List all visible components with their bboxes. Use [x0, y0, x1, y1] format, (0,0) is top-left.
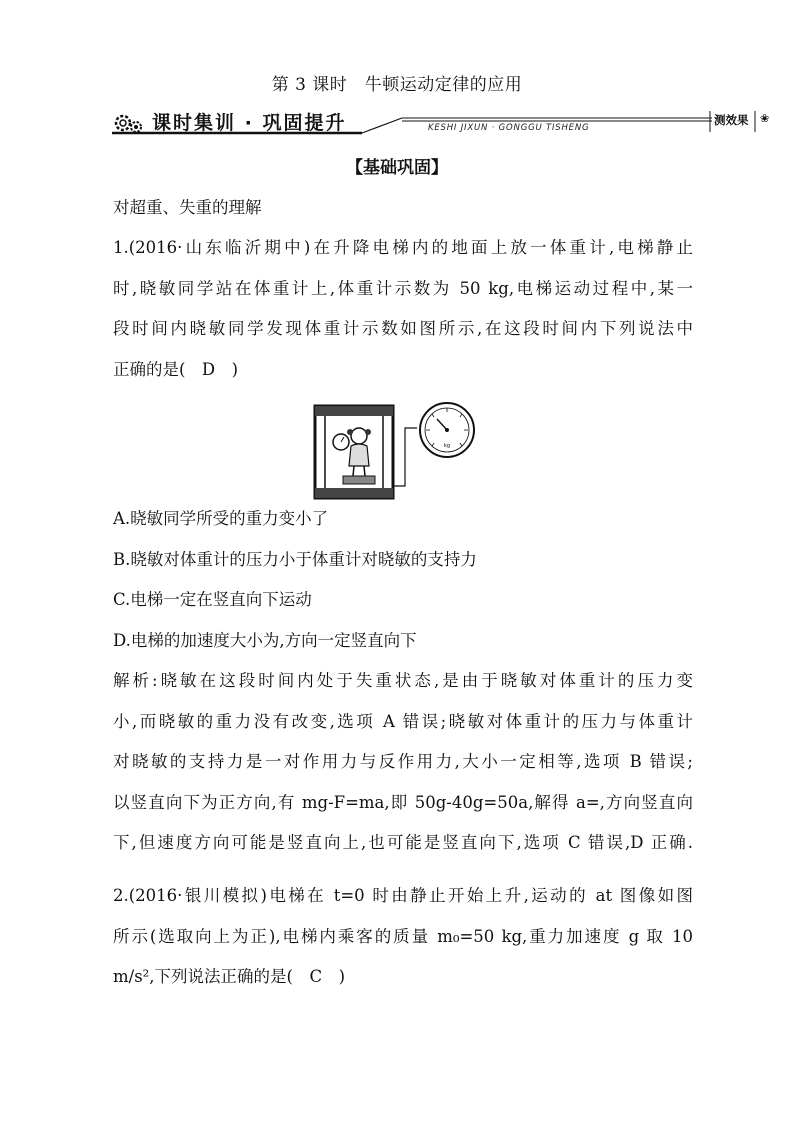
banner-right-label: 测效果	[714, 113, 749, 127]
banner-title: 课时集训 · 巩固提升	[152, 112, 347, 134]
analysis-line: 下,但速度方向可能是竖直向上,也可能是竖直向下,选项 C 错误,D 正确.	[113, 833, 693, 852]
analysis-line: 小,而晓敏的重力没有改变,选项 A 错误;晓敏对体重计的压力与体重计	[113, 711, 693, 731]
q1-line: 正确的是( D )	[113, 359, 239, 379]
q1-option-c: C.电梯一定在竖直向下运动	[113, 590, 312, 609]
banner-pinyin: KESHI JIXUN · GONGGU TISHENG	[428, 123, 590, 133]
q2-line: 所示(选取向上为正),电梯内乘客的质量 m₀=50 kg,重力加速度 g 取 10	[113, 926, 693, 946]
section-title: 【基础巩固】	[346, 158, 448, 178]
gear-icon	[112, 110, 146, 136]
q1-option-a: A.晓敏同学所受的重力变小了	[113, 509, 329, 528]
topic-block	[113, 188, 693, 229]
q1-option-d: D.电梯的加速度大小为,方向一定竖直向下	[113, 630, 417, 650]
section-banner	[112, 108, 772, 138]
elevator-scale-figure	[313, 402, 481, 506]
q1-option-b: B.晓敏对体重计的压力小于体重计对晓敏的支持力	[113, 549, 477, 569]
question-1-options	[113, 499, 693, 661]
flower-icon: ❀	[760, 112, 770, 125]
analysis-line: 以竖直向下为正方向,有 mg-F=ma,即 50g-40g=50a,解得 a=,方向竖直向	[113, 792, 693, 812]
q1-line: 段时间内晓敏同学发现体重计示数如图所示,在这段时间内下列说法中	[113, 319, 693, 338]
q1-line: 1.(2016·山东临沂期中)在升降电梯内的地面上放一体重计,电梯静止	[113, 238, 693, 257]
q2-line: 2.(2016·银川模拟)电梯在 t=0 时由静止开始上升,运动的 at 图像如图	[113, 886, 693, 905]
analysis-line: 对晓敏的支持力是一对作用力与反作用力,大小一定相等,选项 B 错误;	[113, 752, 693, 771]
question-1-analysis	[113, 661, 693, 864]
elevator-diagram	[313, 402, 481, 502]
topic-heading: 对超重、失重的理解	[113, 198, 262, 217]
question-2-stem	[113, 876, 693, 998]
question-1-stem	[113, 228, 693, 390]
analysis-line: 解析:晓敏在这段时间内处于失重状态,是由于晓敏对体重计的压力变	[113, 671, 693, 690]
q1-line: 时,晓敏同学站在体重计上,体重计示数为 50 kg,电梯运动过程中,某一	[113, 278, 693, 298]
page-title: 第 3 课时 牛顿运动定律的应用	[271, 75, 523, 95]
dial-unit-label: kg	[443, 443, 451, 449]
q2-line: m/s²,下列说法正确的是( C )	[113, 967, 346, 986]
